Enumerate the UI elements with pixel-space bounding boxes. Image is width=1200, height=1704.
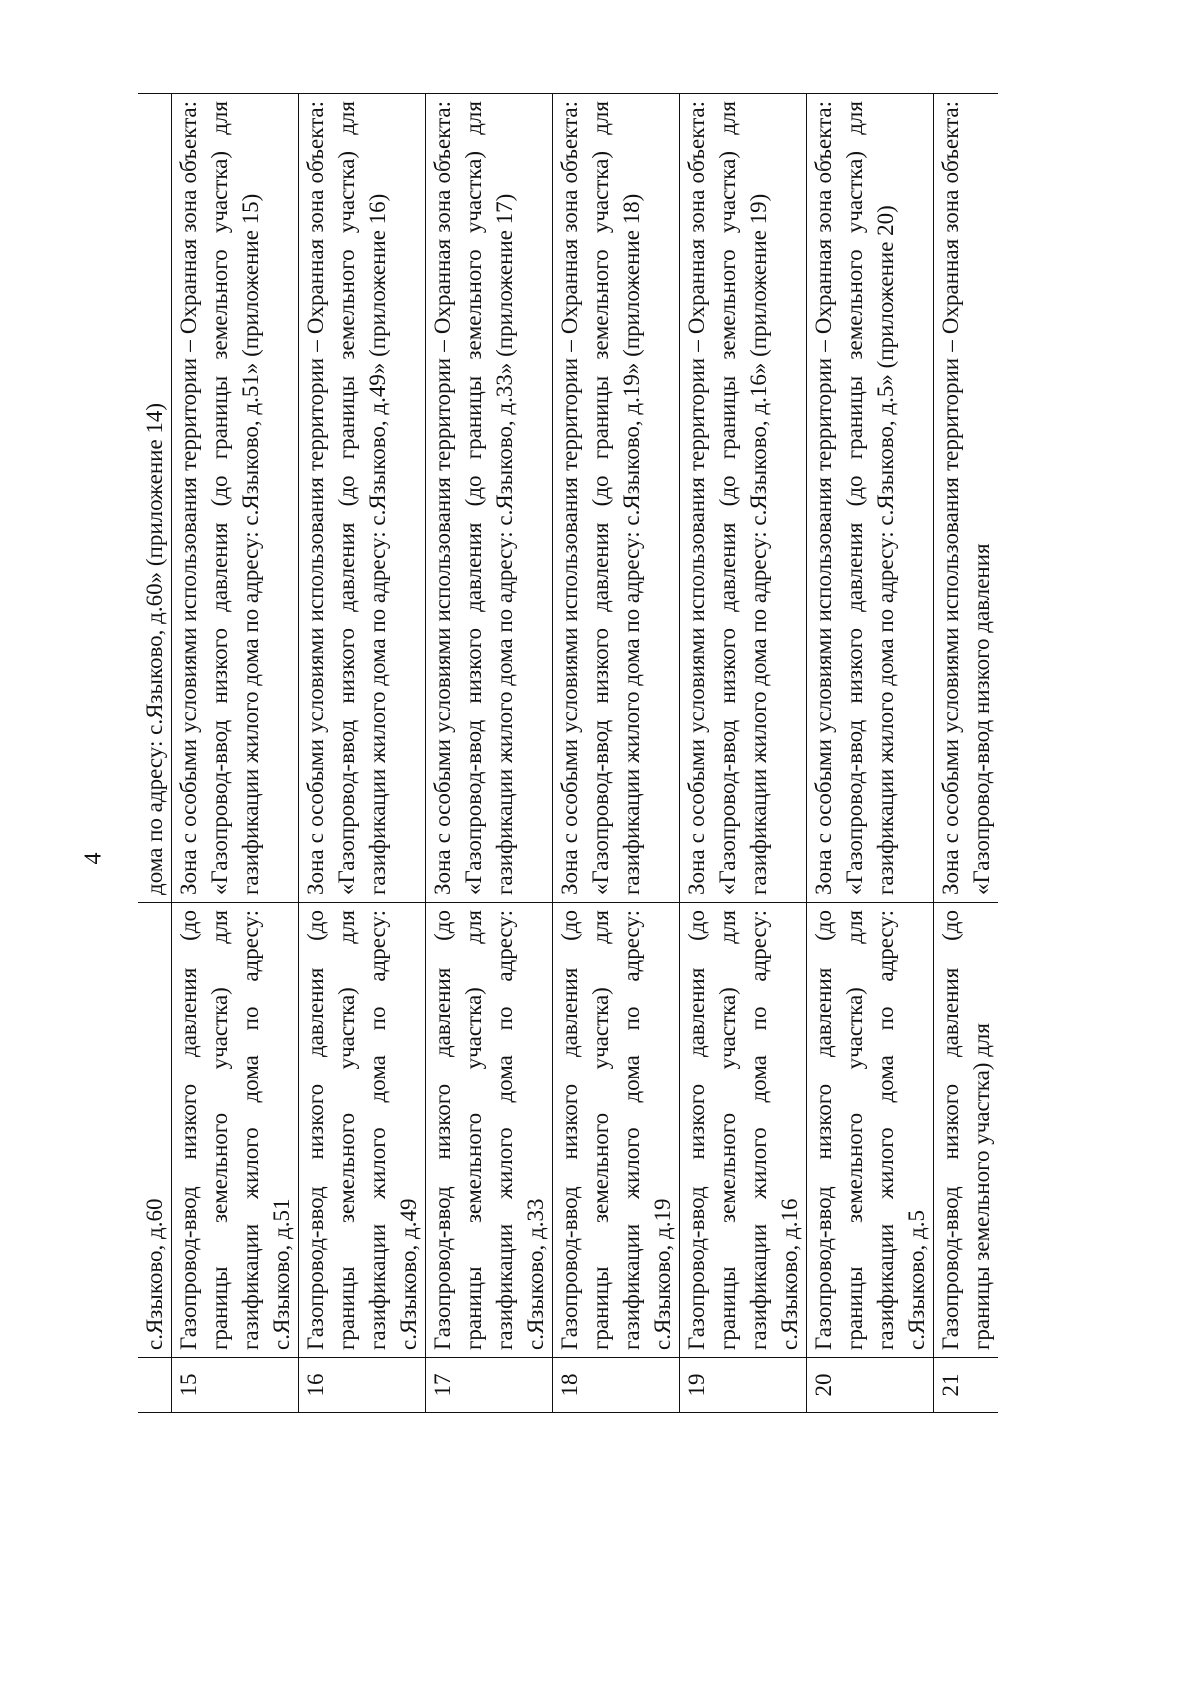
row-number: 16 bbox=[299, 1358, 426, 1413]
table-row bbox=[299, 94, 426, 1413]
object-cell: Газопровод-ввод низкого давления (до границы земельного участка) для газификации жилого дома по адресу: с.Языково, д.49 bbox=[299, 903, 426, 1358]
row-number: 21 bbox=[934, 1358, 999, 1413]
zone-cell: Зона с особыми условиями использования территории – Охранная зона объекта: «Газопровод-ввод низкого давления bbox=[934, 94, 999, 903]
table-row bbox=[553, 94, 680, 1413]
row-number: 17 bbox=[426, 1358, 553, 1413]
object-cell: Газопровод-ввод низкого давления (до границы земельного участка) для газификации жилого дома по адресу: с.Языково, д.51 bbox=[172, 903, 299, 1358]
zone-cell: дома по адресу: с.Языково, д.60» (приложение 14) bbox=[138, 94, 172, 903]
row-number: 20 bbox=[807, 1358, 934, 1413]
table-row bbox=[138, 94, 172, 1413]
page-number: 4 bbox=[80, 852, 107, 865]
object-cell: Газопровод-ввод низкого давления (до границы земельного участка) для bbox=[934, 903, 999, 1358]
rotated-table-container bbox=[138, 93, 1098, 1413]
zones-table bbox=[138, 93, 998, 1413]
zone-cell: Зона с особыми условиями использования территории – Охранная зона объекта: «Газопровод-ввод низкого давления (до границы земельного участка) для газификации жилого дома по адресу: с.Языково, д.49» (приложение 16) bbox=[299, 94, 426, 903]
object-cell: Газопровод-ввод низкого давления (до границы земельного участка) для газификации жилого дома по адресу: с.Языково, д.5 bbox=[807, 903, 934, 1358]
zone-cell: Зона с особыми условиями использования территории – Охранная зона объекта: «Газопровод-ввод низкого давления (до границы земельного участка) для газификации жилого дома по адресу: с.Языково, д.51» (приложение 15) bbox=[172, 94, 299, 903]
row-number: 15 bbox=[172, 1358, 299, 1413]
row-number: 19 bbox=[680, 1358, 807, 1413]
table-row bbox=[172, 94, 299, 1413]
object-cell: Газопровод-ввод низкого давления (до границы земельного участка) для газификации жилого дома по адресу: с.Языково, д.33 bbox=[426, 903, 553, 1358]
table-row bbox=[680, 94, 807, 1413]
object-cell: Газопровод-ввод низкого давления (до границы земельного участка) для газификации жилого дома по адресу: с.Языково, д.16 bbox=[680, 903, 807, 1358]
table-row bbox=[426, 94, 553, 1413]
table-row bbox=[934, 94, 999, 1413]
object-cell: с.Языково, д.60 bbox=[138, 903, 172, 1358]
zone-cell: Зона с особыми условиями использования территории – Охранная зона объекта: «Газопровод-ввод низкого давления (до границы земельного участка) для газификации жилого дома по адресу: с.Языково, д.5» (приложение 20) bbox=[807, 94, 934, 903]
object-cell: Газопровод-ввод низкого давления (до границы земельного участка) для газификации жилого дома по адресу: с.Языково, д.19 bbox=[553, 903, 680, 1358]
table-row bbox=[807, 94, 934, 1413]
row-number bbox=[138, 1358, 172, 1413]
row-number: 18 bbox=[553, 1358, 680, 1413]
zone-cell: Зона с особыми условиями использования территории – Охранная зона объекта: «Газопровод-ввод низкого давления (до границы земельного участка) для газификации жилого дома по адресу: с.Языково, д.33» (приложение 17) bbox=[426, 94, 553, 903]
zone-cell: Зона с особыми условиями использования территории – Охранная зона объекта: «Газопровод-ввод низкого давления (до границы земельного участка) для газификации жилого дома по адресу: с.Языково, д.16» (приложение 19) bbox=[680, 94, 807, 903]
zone-cell: Зона с особыми условиями использования территории – Охранная зона объекта: «Газопровод-ввод низкого давления (до границы земельного участка) для газификации жилого дома по адресу: с.Языково, д.19» (приложение 18) bbox=[553, 94, 680, 903]
